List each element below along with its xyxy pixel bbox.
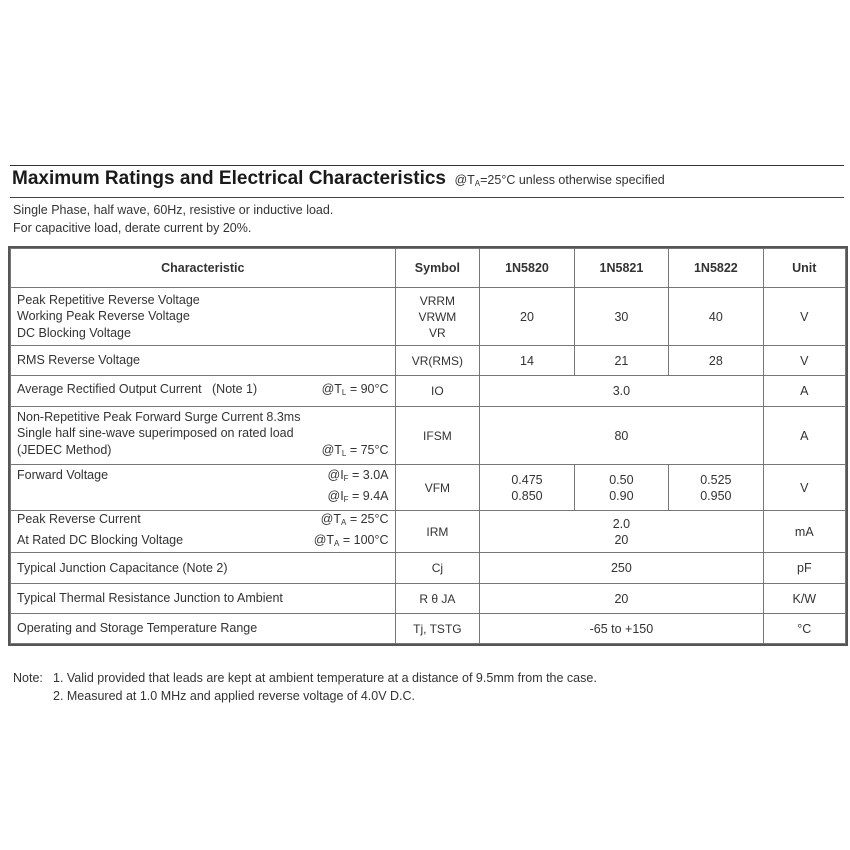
peak-voltage-1n5820: 20	[480, 288, 574, 346]
row-peak-voltage-label	[11, 288, 396, 346]
fv-1n5820-b: 0.850	[511, 488, 543, 503]
title-condition-sub: A	[474, 179, 481, 188]
thermal-value: 20	[480, 584, 763, 614]
table-row	[11, 407, 846, 465]
reverse-current-value-1: 2.0	[612, 516, 631, 531]
avg-current-unit: A	[763, 376, 845, 407]
header-symbol: Symbol	[395, 249, 480, 288]
rc-cond2-suffix: = 100°C	[339, 532, 389, 547]
fv-1n5822-a: 0.525	[700, 472, 732, 487]
note-1: 1. Valid provided that leads are kept at ambient temperature at a distance of 9.5mm from the case.	[53, 671, 597, 685]
page-title: Maximum Ratings and Electrical Characteristics	[12, 168, 446, 189]
peak-voltage-unit: V	[763, 288, 845, 346]
surge-line-3: (JEDEC Method)	[17, 442, 112, 457]
reverse-current-unit: mA	[763, 511, 845, 553]
table-row	[11, 553, 846, 584]
avg-current-cond-suffix: = 90°C	[346, 381, 389, 396]
surge-cond-sub: L	[341, 448, 347, 458]
notes-label: Note:	[13, 671, 43, 685]
table-row	[11, 511, 846, 553]
table-row	[11, 614, 846, 644]
ratings-table	[10, 248, 846, 644]
row-temperature-label: Operating and Storage Temperature Range	[11, 614, 396, 644]
title-condition-suffix: =25°C unless otherwise specified	[480, 173, 665, 187]
capacitance-unit: pF	[763, 553, 845, 584]
rc-cond2-sub: A	[334, 538, 340, 548]
peak-voltage-line-3: DC Blocking Voltage	[17, 325, 131, 340]
surge-unit: A	[763, 407, 845, 465]
row-thermal-label: Typical Thermal Resistance Junction to Ambient	[11, 584, 396, 614]
rc-cond2-prefix: @T	[313, 532, 335, 547]
surge-cond-suffix: = 75°C	[346, 442, 389, 457]
table-row	[11, 376, 846, 407]
reverse-current-line-1: Peak Reverse Current	[17, 512, 141, 526]
peak-voltage-line-2: Working Peak Reverse Voltage	[17, 309, 190, 324]
avg-current-cond-sub: L	[341, 387, 347, 397]
surge-line-2: Single half sine-wave superimposed on rated load	[17, 426, 294, 441]
row-rms-symbol: VR(RMS)	[395, 346, 480, 376]
rms-unit: V	[763, 346, 845, 376]
rms-1n5822: 28	[669, 346, 763, 376]
peak-voltage-1n5822: 40	[669, 288, 763, 346]
reverse-current-cond-2	[314, 532, 389, 553]
avg-current-text: Average Rectified Output Current (Note 1)	[17, 381, 258, 396]
reverse-current-value-2: 20	[614, 532, 629, 547]
rms-1n5821: 21	[574, 346, 668, 376]
row-thermal-symbol: R θ JA	[395, 584, 480, 614]
reverse-current-values	[480, 511, 763, 553]
description-line-2: For capacitive load, derate current by 20%.	[13, 221, 252, 235]
temperature-unit: °C	[763, 614, 845, 644]
symbol-vrrm: VRRM	[419, 293, 456, 308]
header-1n5822: 1N5822	[669, 249, 763, 288]
fv-1n5820-a: 0.475	[511, 472, 543, 487]
rc-cond1-sub: A	[341, 518, 347, 527]
fv-cond2-suffix: = 9.4A	[348, 488, 389, 503]
title-condition-prefix: @T	[454, 173, 475, 187]
surge-cond-prefix: @T	[321, 442, 342, 457]
row-avg-current-label	[11, 376, 396, 407]
title-rule	[10, 197, 844, 198]
row-avg-current-symbol: IO	[395, 376, 480, 407]
table-row	[11, 465, 846, 511]
surge-line-1: Non-Repetitive Peak Forward Surge Current 8.3ms	[17, 409, 301, 424]
table-row	[11, 288, 846, 346]
avg-current-cond-prefix: @T	[321, 381, 342, 396]
table-row	[11, 584, 846, 614]
symbol-vr: VR	[429, 325, 446, 340]
forward-voltage-cond-2	[328, 488, 389, 509]
table-row	[11, 346, 846, 376]
fv-cond1-suffix: = 3.0A	[348, 468, 389, 482]
notes	[13, 669, 597, 705]
row-rms-label: RMS Reverse Voltage	[11, 346, 396, 376]
forward-voltage-1n5820	[480, 465, 574, 511]
rms-1n5820: 14	[480, 346, 574, 376]
fv-1n5822-b: 0.950	[700, 488, 732, 503]
forward-voltage-1n5821	[574, 465, 668, 511]
row-capacitance-label: Typical Junction Capacitance (Note 2)	[11, 553, 396, 584]
surge-condition	[322, 442, 389, 463]
forward-voltage-text: Forward Voltage	[17, 468, 109, 482]
fv-cond2-sub: F	[343, 494, 349, 504]
peak-voltage-line-1: Peak Repetitive Reverse Voltage	[17, 292, 200, 307]
fv-cond1-sub: F	[343, 474, 349, 483]
row-capacitance-symbol: Cj	[395, 553, 480, 584]
row-forward-voltage-symbol: VFM	[395, 465, 480, 511]
surge-value: 80	[480, 407, 763, 465]
row-forward-voltage-label	[11, 465, 396, 511]
header-1n5821: 1N5821	[574, 249, 668, 288]
rc-cond1-suffix: = 25°C	[346, 512, 389, 526]
fv-cond2-prefix: @I	[327, 488, 344, 503]
header-characteristic: Characteristic	[11, 249, 396, 288]
temperature-value: -65 to +150	[480, 614, 763, 644]
header-1n5820: 1N5820	[480, 249, 574, 288]
symbol-vrwm: VRWM	[418, 309, 457, 324]
row-peak-voltage-symbols	[395, 288, 480, 346]
reverse-current-cond-1	[321, 511, 389, 532]
forward-voltage-cond-1	[328, 467, 389, 488]
row-surge-symbol: IFSM	[395, 407, 480, 465]
fv-cond1-prefix: @I	[327, 468, 344, 482]
title-condition	[454, 173, 664, 187]
reverse-current-line-2: At Rated DC Blocking Voltage	[17, 532, 184, 547]
avg-current-value: 3.0	[480, 376, 763, 407]
description	[13, 201, 333, 237]
row-reverse-current-label	[11, 511, 396, 553]
thermal-unit: K/W	[763, 584, 845, 614]
description-line-1: Single Phase, half wave, 60Hz, resistive or inductive load.	[13, 203, 334, 217]
avg-current-condition	[322, 381, 389, 402]
header-unit: Unit	[763, 249, 845, 288]
capacitance-value: 250	[480, 553, 763, 584]
title-block	[12, 168, 844, 190]
forward-voltage-unit: V	[763, 465, 845, 511]
top-rule	[10, 165, 844, 166]
fv-1n5821-b: 0.90	[609, 488, 634, 503]
rc-cond1-prefix: @T	[320, 512, 341, 526]
row-surge-label	[11, 407, 396, 465]
row-reverse-current-symbol: IRM	[395, 511, 480, 553]
forward-voltage-1n5822	[669, 465, 763, 511]
note-2: 2. Measured at 1.0 MHz and applied reverse voltage of 4.0V D.C.	[53, 689, 415, 703]
row-temperature-symbol: Tj, TSTG	[395, 614, 480, 644]
table-header-row	[11, 249, 846, 288]
peak-voltage-1n5821: 30	[574, 288, 668, 346]
fv-1n5821-a: 0.50	[609, 472, 634, 487]
